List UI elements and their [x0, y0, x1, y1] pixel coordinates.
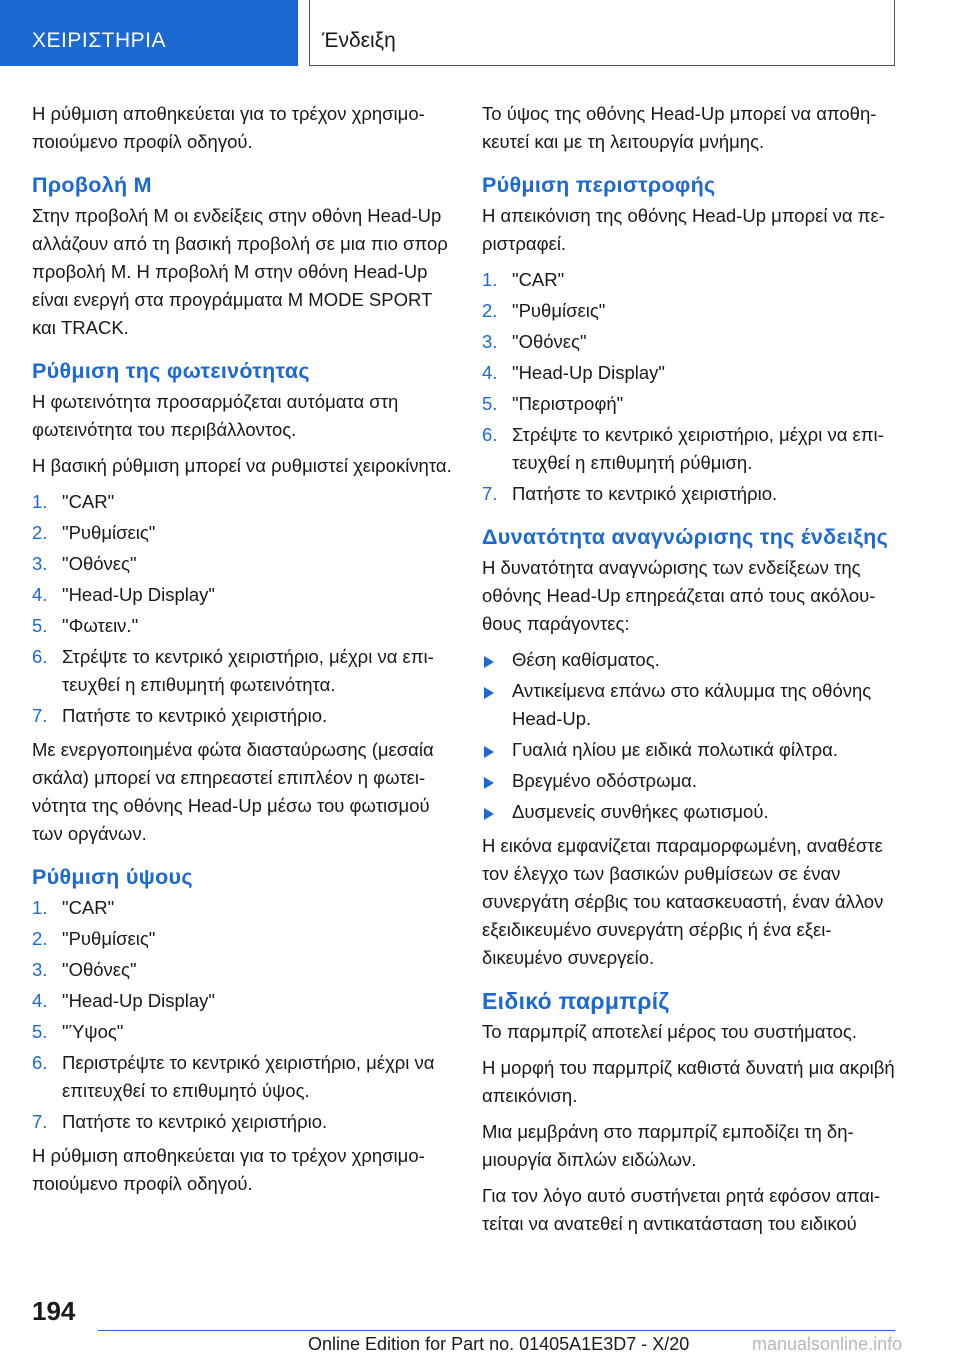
step-item	[32, 1049, 452, 1105]
factor-text: Αντικείμενα επάνω στο κάλυμμα της οθόνης Head-Up.	[512, 680, 872, 729]
heading-visibility: Δυνατότητα αναγνώρισης της ένδειξης	[482, 525, 889, 549]
brightness-note: Με ενεργοποιημένα φώτα διασταύρωσης (μεσαία σκάλα) μπορεί να επηρεαστεί επιπλέον η φωτεινότητα της οθόνης Head-Up μέσω του φωτισμού των οργάνων.	[32, 739, 434, 844]
step-item	[482, 266, 902, 294]
step-item	[482, 328, 902, 356]
step-text: "CAR"	[62, 897, 115, 918]
step-item	[32, 488, 452, 516]
footer-divider	[98, 1330, 895, 1331]
step-text: Πατήστε το κεντρικό χειριστήριο.	[512, 483, 778, 504]
left-column	[32, 100, 452, 1206]
triangle-bullet-icon	[484, 687, 494, 699]
m-view-text: Στην προβολή M οι ενδείξεις στην οθόνη Head-Up αλλάζουν από τη βασική προβολή σε μια πιο σπορ προβολή M. Η προβολή M στην οθόνη Head-Up είναι ενεργή στα προγράμματα M MODE SPORT και TRACK.	[32, 205, 448, 338]
brightness-text-1: Η φωτεινότητα προσαρμόζεται αυτόματα στη φωτεινότητα του περιβάλλοντος.	[32, 391, 399, 440]
step-number: 3.	[32, 959, 48, 980]
step-number: 2.	[32, 928, 48, 949]
step-item	[482, 421, 902, 477]
section-tab	[309, 0, 895, 66]
step-number: 3.	[482, 331, 498, 352]
step-text: "CAR"	[62, 491, 115, 512]
windshield-text-1: Το παρμπρίζ αποτελεί μέρος του συστήματος.	[482, 1021, 857, 1042]
rotation-steps	[482, 266, 902, 508]
step-text: "Ύψος"	[62, 1021, 124, 1042]
heading-brightness: Ρύθμιση της φωτεινότητας	[32, 359, 310, 383]
visibility-text: Η δυνατότητα αναγνώρισης των ενδείξεων της οθόνης Head-Up επηρεάζεται από τους ακόλουθους παράγοντες:	[482, 557, 876, 634]
step-text: Στρέψτε το κεντρικό χειριστήριο, μέχρι να επιτευχθεί η επιθυμητή φωτεινότητα.	[62, 646, 434, 695]
step-item	[32, 925, 452, 953]
step-item	[32, 643, 452, 699]
height-steps	[32, 894, 452, 1136]
step-text: "Οθόνες"	[62, 959, 137, 980]
left-intro: Η ρύθμιση αποθηκεύεται για το τρέχον χρησιμοποιούμενο προφίλ οδηγού.	[32, 103, 425, 152]
page-number: 194	[32, 1296, 76, 1326]
right-intro: Το ύψος της οθόνης Head-Up μπορεί να αποθηκευτεί και με τη λειτουργία μνήμης.	[482, 103, 877, 152]
step-number: 2.	[482, 300, 498, 321]
step-number: 6.	[32, 646, 48, 667]
factor-text: Θέση καθίσματος.	[512, 649, 660, 670]
step-text: "Περιστροφή"	[512, 393, 624, 414]
step-item	[32, 612, 452, 640]
step-item	[32, 581, 452, 609]
step-number: 5.	[32, 615, 48, 636]
step-item	[32, 1108, 452, 1136]
list-item	[482, 798, 902, 826]
step-number: 7.	[482, 483, 498, 504]
step-text: "Οθόνες"	[62, 553, 137, 574]
step-item	[32, 987, 452, 1015]
step-text: Πατήστε το κεντρικό χειριστήριο.	[62, 1111, 328, 1132]
step-item	[32, 1018, 452, 1046]
step-number: 5.	[482, 393, 498, 414]
step-number: 4.	[482, 362, 498, 383]
chapter-tab	[0, 0, 298, 66]
list-item	[482, 767, 902, 795]
step-item	[32, 519, 452, 547]
step-text: "Ρυθμίσεις"	[62, 522, 156, 543]
windshield-text-4: Για τον λόγο αυτό συστήνεται ρητά εφόσον απαιτείται να ανατεθεί η αντικατάσταση του ειδικού	[482, 1185, 881, 1234]
step-item	[482, 297, 902, 325]
section-title: Ένδειξη	[322, 29, 396, 52]
step-text: Στρέψτε το κεντρικό χειριστήριο, μέχρι να επιτευχθεί η επιθυμητή ρύθμιση.	[512, 424, 884, 473]
step-number: 1.	[32, 491, 48, 512]
step-number: 4.	[32, 584, 48, 605]
step-number: 7.	[32, 1111, 48, 1132]
step-number: 7.	[32, 705, 48, 726]
heading-rotation: Ρύθμιση περιστροφής	[482, 173, 716, 197]
step-item	[482, 390, 902, 418]
step-number: 3.	[32, 553, 48, 574]
step-text: "Head-Up Display"	[62, 990, 215, 1011]
step-text: "Ρυθμίσεις"	[62, 928, 156, 949]
step-text: "Ρυθμίσεις"	[512, 300, 606, 321]
step-number: 4.	[32, 990, 48, 1011]
factor-text: Δυσμενείς συνθήκες φωτισμού.	[512, 801, 769, 822]
page-header	[0, 0, 960, 66]
triangle-bullet-icon	[484, 746, 494, 758]
step-text: "Οθόνες"	[512, 331, 587, 352]
step-item	[482, 480, 902, 508]
step-item	[32, 956, 452, 984]
step-text: "Head-Up Display"	[62, 584, 215, 605]
visibility-note: Η εικόνα εμφανίζεται παραμορφωμένη, αναθέστε τον έλεγχο των βασικών ρυθμίσεων σε έναν συνεργάτη σέρβις του κατασκευαστή, έναν άλλον εξειδικευμένο συνεργάτη σέρβις ή ένα εξειδικευμένο συνεργείο.	[482, 835, 884, 968]
heading-m-view: Προβολή M	[32, 173, 152, 197]
list-item	[482, 646, 902, 674]
step-number: 6.	[482, 424, 498, 445]
triangle-bullet-icon	[484, 808, 494, 820]
visibility-factors	[482, 646, 902, 826]
step-text: Περιστρέψτε το κεντρικό χειριστήριο, μέχρι να επιτευχθεί το επιθυμητό ύψος.	[62, 1052, 435, 1101]
factor-text: Γυαλιά ηλίου με ειδικά πολωτικά φίλτρα.	[512, 739, 838, 760]
footer-edition: Online Edition for Part no. 01405A1E3D7 - X/20	[308, 1334, 690, 1354]
brightness-text-2: Η βασική ρύθμιση μπορεί να ρυθμιστεί χειροκίνητα.	[32, 455, 452, 476]
triangle-bullet-icon	[484, 777, 494, 789]
step-number: 2.	[32, 522, 48, 543]
step-text: Πατήστε το κεντρικό χειριστήριο.	[62, 705, 328, 726]
height-note: Η ρύθμιση αποθηκεύεται για το τρέχον χρησιμοποιούμενο προφίλ οδηγού.	[32, 1145, 425, 1194]
heading-windshield: Ειδικό παρμπρίζ	[482, 988, 670, 1014]
step-text: "CAR"	[512, 269, 565, 290]
step-item	[482, 359, 902, 387]
step-number: 1.	[32, 897, 48, 918]
windshield-text-3: Μια μεμβράνη στο παρμπρίζ εμποδίζει τη δημιουργία διπλών ειδώλων.	[482, 1121, 854, 1170]
windshield-text-2: Η μορφή του παρμπρίζ καθιστά δυνατή μια ακριβή απεικόνιση.	[482, 1057, 895, 1106]
factor-text: Βρεγμένο οδόστρωμα.	[512, 770, 698, 791]
chapter-title: ΧΕΙΡΙΣΤΗΡΙΑ	[32, 29, 167, 52]
triangle-bullet-icon	[484, 656, 494, 668]
rotation-text: Η απεικόνιση της οθόνης Head-Up μπορεί να περιστραφεί.	[482, 205, 885, 254]
list-item	[482, 736, 902, 764]
step-item	[32, 894, 452, 922]
heading-height: Ρύθμιση ύψους	[32, 865, 193, 889]
list-item	[482, 677, 902, 733]
step-number: 5.	[32, 1021, 48, 1042]
step-number: 6.	[32, 1052, 48, 1073]
step-number: 1.	[482, 269, 498, 290]
step-item	[32, 550, 452, 578]
watermark: manualsonline.info	[752, 1334, 903, 1354]
right-column	[482, 100, 902, 1246]
step-text: "Head-Up Display"	[512, 362, 665, 383]
step-item	[32, 702, 452, 730]
step-text: "Φωτειν."	[62, 615, 139, 636]
brightness-steps	[32, 488, 452, 730]
